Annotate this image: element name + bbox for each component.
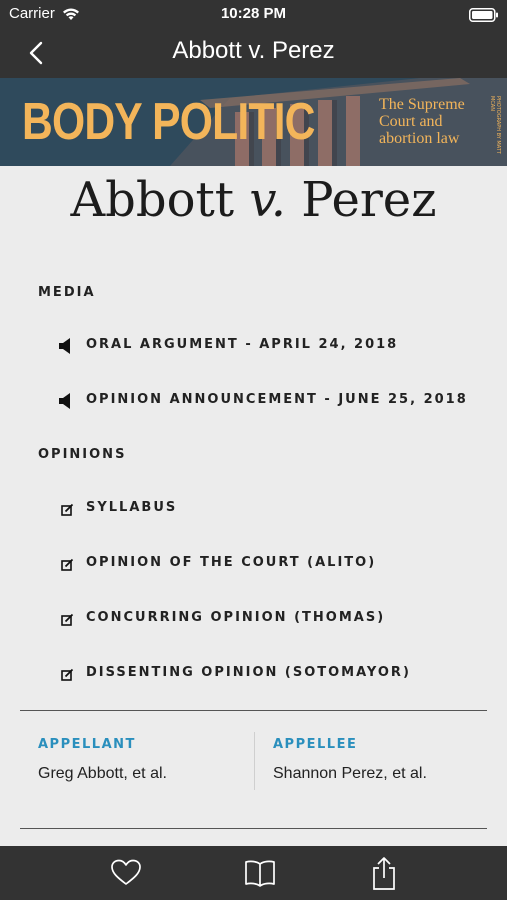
nav-title: Abbott v. Perez [172, 37, 335, 64]
edit-box-icon [61, 611, 74, 630]
appellee-label: APPELLEE [273, 737, 358, 752]
banner-subtitle-line: The Supreme [379, 96, 465, 113]
opinions-heading: OPINIONS [38, 447, 127, 462]
media-heading: MEDIA [38, 285, 96, 300]
photo-credit: PHOTOGRAPH BY MATT MCAN [489, 96, 501, 154]
bottom-toolbar [0, 846, 507, 900]
speaker-icon [58, 337, 76, 359]
opinion-item-label: CONCURRING OPINION (THOMAS) [86, 610, 386, 625]
opinion-item-concurring[interactable] [56, 600, 486, 636]
banner-subtitle [379, 96, 485, 147]
book-icon [243, 875, 277, 894]
media-item-label: OPINION ANNOUNCEMENT - JUNE 25, 2018 [86, 392, 468, 407]
party-separator [254, 732, 255, 790]
opinion-item-label: OPINION OF THE COURT (ALITO) [86, 555, 377, 570]
case-title [0, 172, 507, 228]
divider [20, 828, 487, 829]
case-title-part: Abbott [70, 172, 250, 228]
edit-box-icon [61, 556, 74, 575]
media-item-opinion-announcement[interactable] [56, 382, 486, 418]
share-button[interactable] [367, 856, 401, 890]
carrier-label: Carrier [9, 5, 55, 22]
appellant-name: Greg Abbott, et al. [38, 765, 167, 782]
favorite-button[interactable] [109, 856, 143, 890]
back-button[interactable] [26, 40, 50, 66]
edit-box-icon [61, 501, 74, 520]
body-politic-banner[interactable] [0, 78, 507, 166]
appellee-name: Shannon Perez, et al. [273, 765, 427, 782]
banner-subtitle-line: Court and [379, 113, 443, 130]
share-icon [367, 877, 401, 896]
media-item-label: ORAL ARGUMENT - APRIL 24, 2018 [86, 337, 399, 352]
banner-title: BODY POLITIC [22, 93, 315, 151]
opinion-item-label: SYLLABUS [86, 500, 178, 515]
opinion-item-court[interactable] [56, 545, 486, 581]
appellant-label: APPELLANT [38, 737, 136, 752]
case-title-versus: v. [249, 172, 287, 228]
edit-box-icon [61, 666, 74, 685]
status-bar [0, 0, 507, 28]
battery-icon [469, 7, 499, 26]
clock: 10:28 PM [220, 5, 287, 22]
divider [20, 710, 487, 711]
banner-subtitle-line: abortion law [379, 130, 460, 147]
navigation-bar [0, 28, 507, 78]
heart-icon [109, 875, 143, 894]
speaker-icon [58, 392, 76, 414]
opinion-item-syllabus[interactable] [56, 490, 486, 526]
opinion-item-dissenting[interactable] [56, 655, 486, 691]
reader-button[interactable] [243, 856, 277, 890]
opinion-item-label: DISSENTING OPINION (SOTOMAYOR) [86, 665, 411, 680]
chevron-left-icon [26, 51, 50, 70]
media-item-oral-argument[interactable] [56, 327, 486, 363]
case-title-part: Perez [286, 172, 437, 228]
